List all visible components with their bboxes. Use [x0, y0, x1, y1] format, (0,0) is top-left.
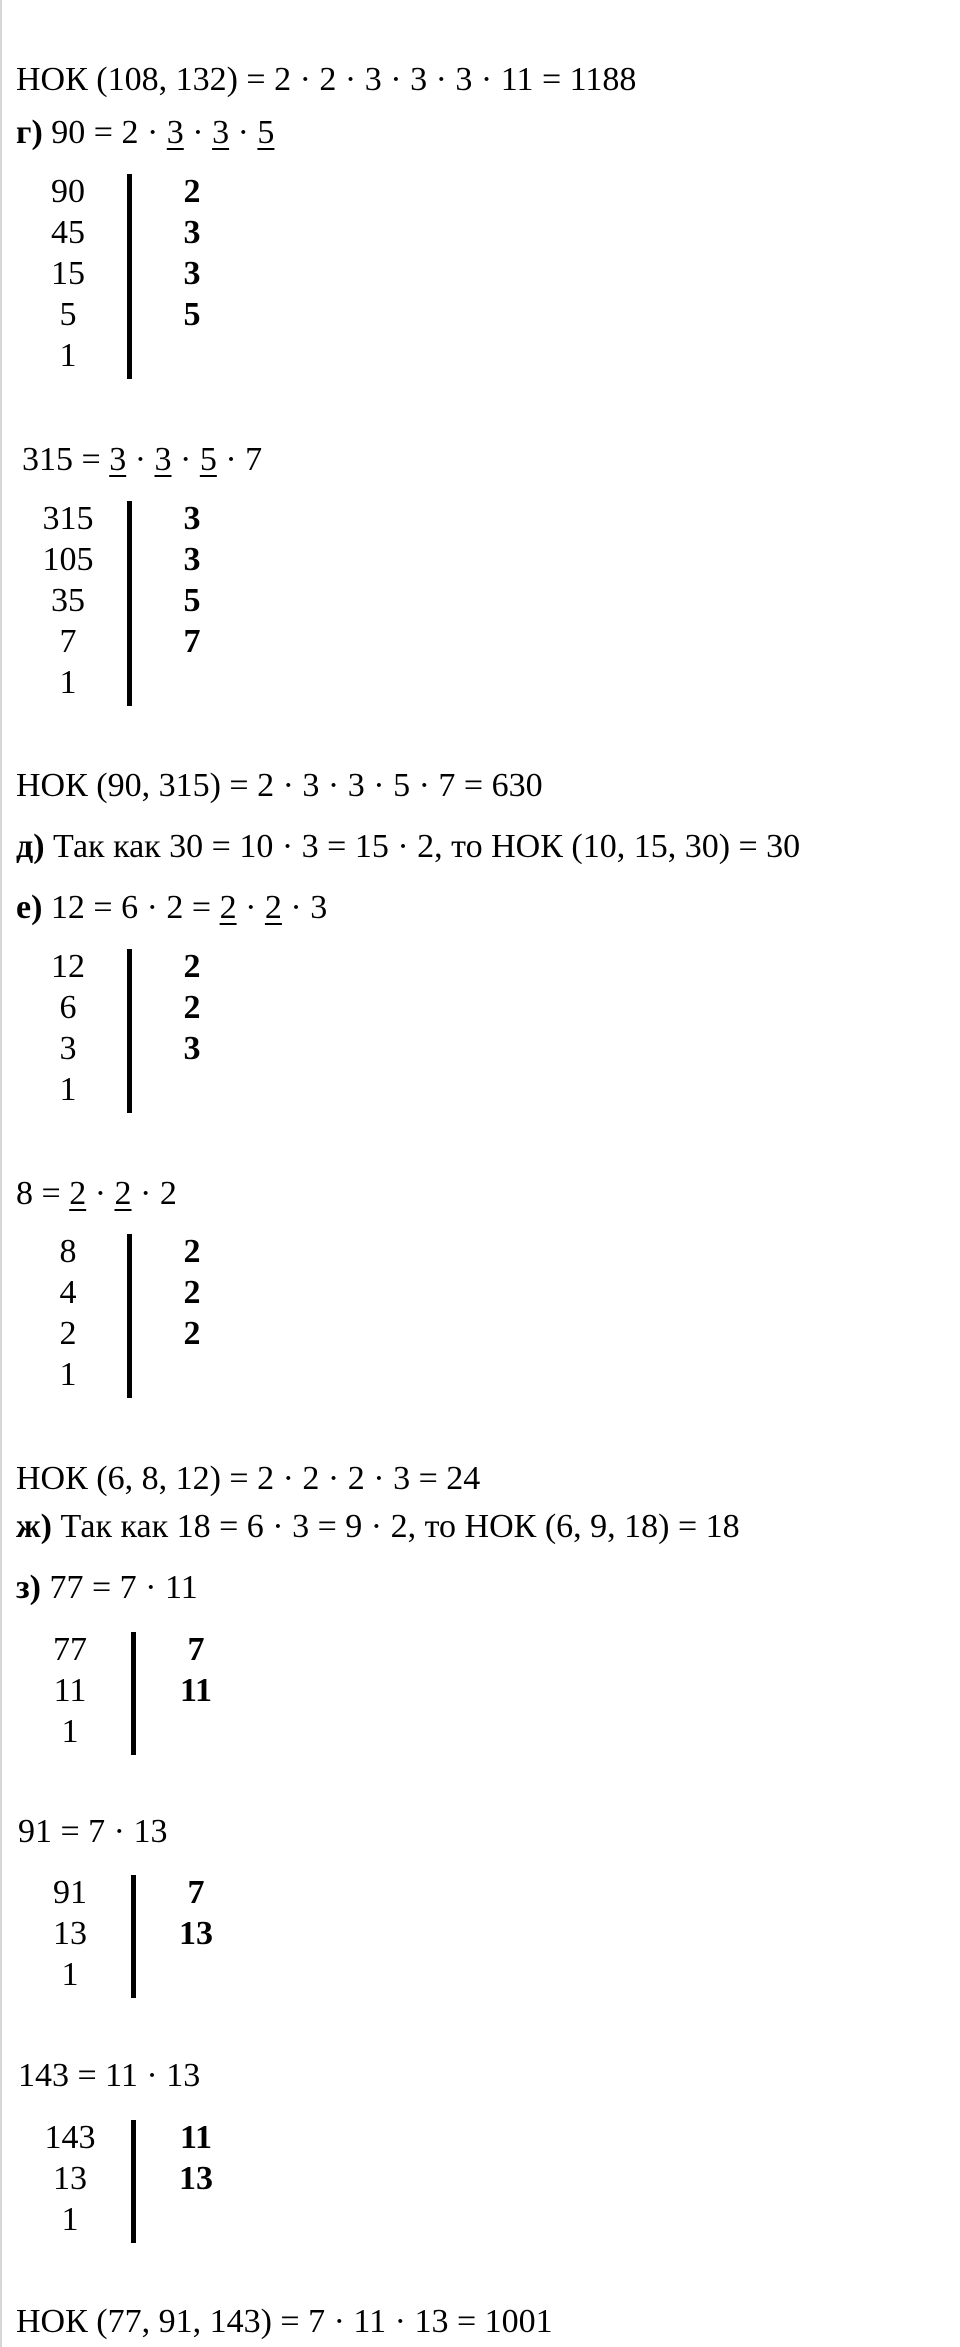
lcm-77-91-143-line — [16, 2302, 553, 2342]
expr-sep: · — [236, 889, 265, 926]
prime-divisor: 2 — [183, 948, 201, 985]
lcm-108-132-line — [16, 60, 636, 100]
prime-divisor: 3 — [183, 500, 201, 537]
dividend-number: 1 — [61, 2201, 79, 2238]
part-g-90-factorization — [16, 113, 274, 153]
dividend-number: 2 — [59, 1315, 77, 1352]
dividend-number: 45 — [51, 214, 85, 251]
prime-divisor: 7 — [187, 1874, 205, 1911]
dividend-number: 5 — [59, 296, 77, 333]
prime-divisor: 5 — [183, 296, 201, 333]
expr-pre: 12 = 6 · 2 = — [50, 889, 220, 926]
division-bar — [127, 1234, 132, 1398]
line-text: 77 = 7 · 11 — [49, 1569, 198, 1606]
part-label: г) — [16, 114, 43, 151]
underlined-factor: 5 — [199, 441, 217, 478]
dividend-number: 91 — [53, 1874, 87, 1911]
underlined-factor: 3 — [166, 114, 184, 151]
dividend-number: 7 — [59, 623, 77, 660]
part-label: з) — [16, 1569, 41, 1606]
expr-sep: · — [126, 441, 155, 478]
division-bar — [131, 2120, 136, 2243]
underlined-factor: 3 — [109, 441, 127, 478]
dividend-number: 12 — [51, 948, 85, 985]
prime-divisor: 2 — [183, 1315, 201, 1352]
division-bar — [131, 1632, 136, 1755]
division-bar — [127, 501, 132, 706]
expr-sep: · — [86, 1175, 115, 1212]
prime-divisor: 3 — [183, 541, 201, 578]
expr-sep: · — [183, 114, 213, 151]
underlined-factor: 2 — [69, 1175, 87, 1212]
prime-divisor: 13 — [179, 2160, 213, 2197]
prime-divisor: 7 — [183, 623, 201, 660]
expr-post: · 7 — [216, 441, 263, 478]
prime-divisor: 11 — [179, 2119, 213, 2156]
prime-divisor: 2 — [183, 1233, 201, 1270]
line-text: Так как 30 = 10 · 3 = 15 · 2, то НОК (10, 15, 30) = 30 — [53, 828, 801, 865]
page-left-edge — [0, 0, 2, 2347]
division-bar — [127, 949, 132, 1113]
expr-pre: 90 = 2 · — [51, 114, 167, 151]
prime-divisor: 11 — [179, 1672, 213, 1709]
part-e-12-factorization — [16, 888, 327, 928]
part-label: е) — [16, 889, 43, 926]
lcm-6-8-12-line — [16, 1459, 480, 1499]
lcm-90-315-line — [16, 766, 543, 806]
expr-sep: · — [229, 114, 258, 151]
prime-divisor: 5 — [183, 582, 201, 619]
line-text: НОК (108, 132) = 2 · 2 · 3 · 3 · 3 · 11 = 1188 — [16, 61, 637, 98]
prime-divisor: 3 — [183, 214, 201, 251]
part-label: д) — [16, 828, 45, 865]
division-bar — [127, 174, 132, 379]
prime-divisor: 13 — [179, 1915, 213, 1952]
dividend-number: 11 — [53, 1672, 87, 1709]
dividend-number: 1 — [59, 664, 77, 701]
dividend-number: 1 — [59, 1071, 77, 1108]
dividend-number: 13 — [53, 1915, 87, 1952]
prime-divisor: 3 — [183, 1030, 201, 1067]
dividend-number: 143 — [44, 2119, 96, 2156]
expr-post: · 2 — [131, 1175, 177, 1212]
line-text: Так как 18 = 6 · 3 = 9 · 2, то НОК (6, 9, 18) = 18 — [60, 1508, 740, 1545]
prime-divisor: 2 — [183, 173, 201, 210]
dividend-number: 15 — [51, 255, 85, 292]
line-text: НОК (6, 8, 12) = 2 · 2 · 2 · 3 = 24 — [16, 1460, 481, 1497]
dividend-number: 315 — [42, 500, 94, 537]
dividend-number: 1 — [59, 1356, 77, 1393]
part-zh-line — [16, 1507, 740, 1547]
line-text: 143 = 11 · 13 — [18, 2057, 201, 2094]
expr-pre: 315 = — [22, 441, 110, 478]
dividend-number: 90 — [51, 173, 85, 210]
part-d-line — [16, 827, 800, 867]
underlined-factor: 5 — [257, 114, 275, 151]
underlined-factor: 2 — [114, 1175, 132, 1212]
underlined-factor: 2 — [264, 889, 282, 926]
prime-divisor: 2 — [183, 1274, 201, 1311]
underlined-factor: 3 — [154, 441, 172, 478]
line-text: НОК (90, 315) = 2 · 3 · 3 · 5 · 7 = 630 — [16, 767, 543, 804]
expr-pre: 8 = — [16, 1175, 70, 1212]
dividend-number: 13 — [53, 2160, 87, 2197]
expr-post: · 3 — [281, 889, 328, 926]
dividend-number: 3 — [59, 1030, 77, 1067]
underlined-factor: 2 — [219, 889, 237, 926]
dividend-number: 8 — [59, 1233, 77, 1270]
factorization-315 — [22, 440, 262, 480]
division-bar — [131, 1875, 136, 1998]
prime-divisor: 3 — [183, 255, 201, 292]
line-text: НОК (77, 91, 143) = 7 · 11 · 13 = 1001 — [16, 2303, 553, 2340]
prime-divisor: 2 — [183, 989, 201, 1026]
factorization-91 — [18, 1812, 168, 1852]
factorization-143 — [18, 2056, 200, 2096]
dividend-number: 35 — [51, 582, 85, 619]
expr-sep: · — [171, 441, 200, 478]
factorization-8 — [16, 1174, 177, 1214]
dividend-number: 105 — [42, 541, 94, 578]
part-z-77-factorization — [16, 1568, 198, 1608]
dividend-number: 4 — [59, 1274, 77, 1311]
dividend-number: 6 — [59, 989, 77, 1026]
prime-divisor: 7 — [187, 1631, 205, 1668]
dividend-number: 77 — [53, 1631, 87, 1668]
underlined-factor: 3 — [212, 114, 230, 151]
dividend-number: 1 — [59, 337, 77, 374]
dividend-number: 1 — [61, 1956, 79, 1993]
dividend-number: 1 — [61, 1713, 79, 1750]
line-text: 91 = 7 · 13 — [18, 1813, 168, 1850]
part-label: ж) — [16, 1508, 52, 1545]
